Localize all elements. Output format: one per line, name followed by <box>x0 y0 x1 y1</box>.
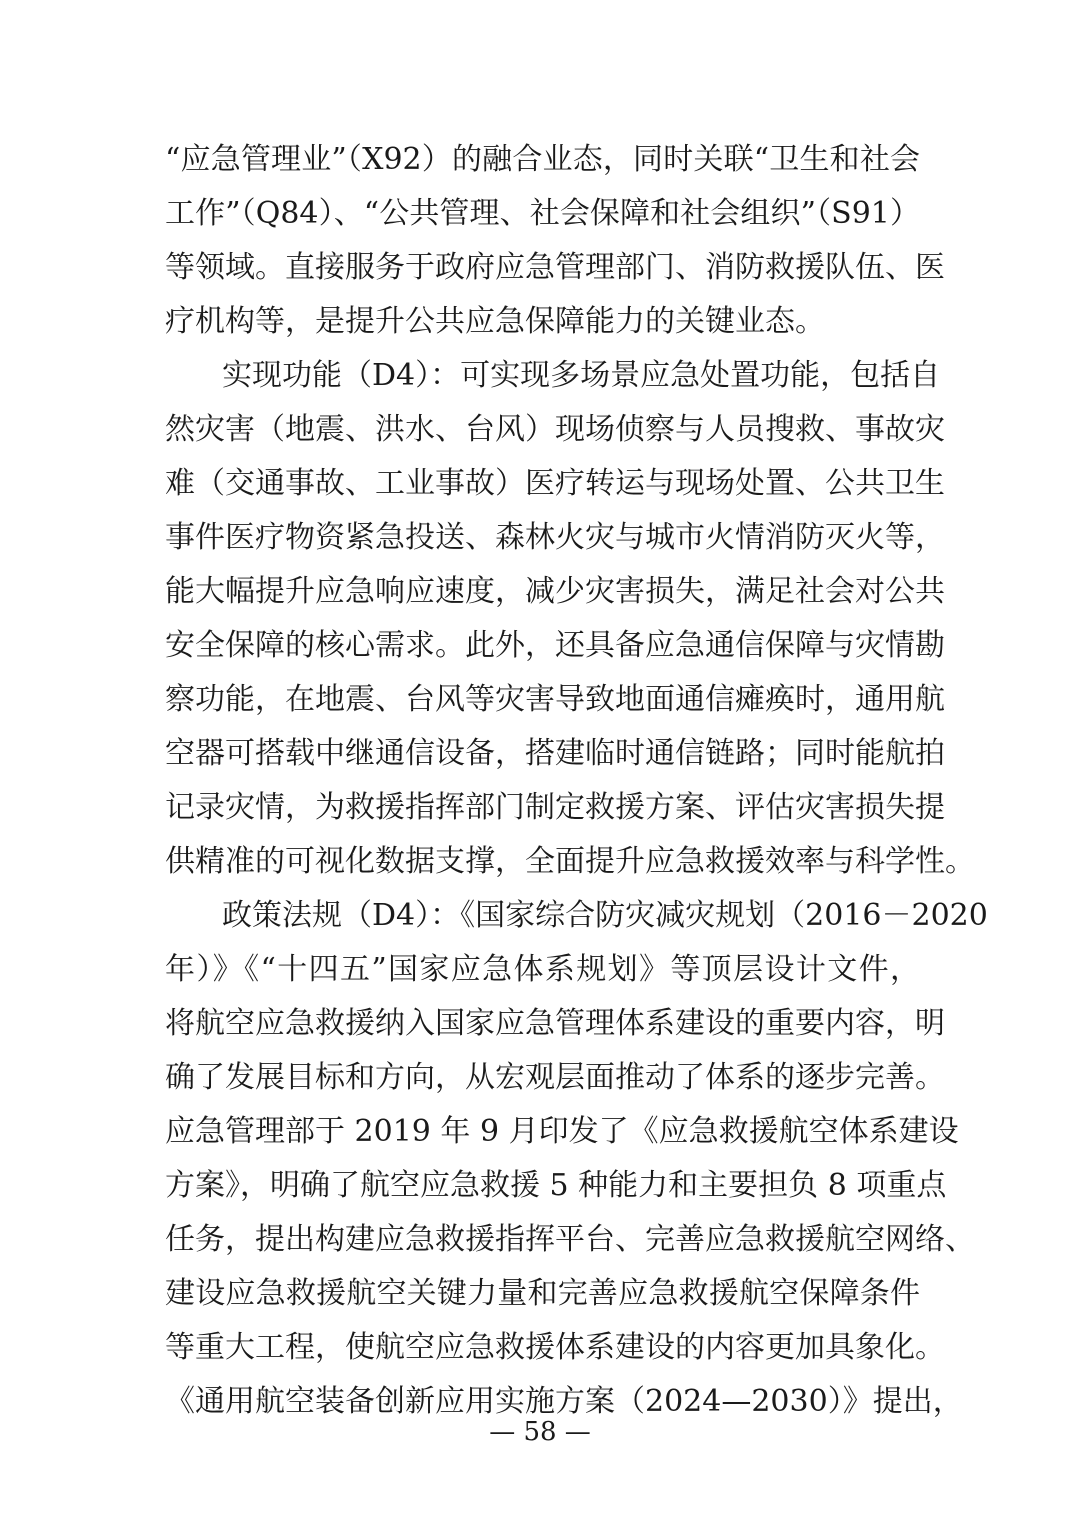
text-line: 能大幅提升应急响应速度，减少灾害损失，满足社会对公共 <box>165 574 945 609</box>
text-line: 难（交通事故、工业事故）医疗转运与现场处置、公共卫生 <box>165 466 945 501</box>
text-line: 政策法规（D4）：《国家综合防灾减灾规划（2016－2020 <box>222 898 988 933</box>
text-line: 等重大工程，使航空应急救援体系建设的内容更加具象化。 <box>165 1330 945 1365</box>
text-line: 应急管理部于 2019 年 9 月印发了《应急救援航空体系建设 <box>165 1114 959 1149</box>
text-line: 记录灾情，为救援指挥部门制定救援方案、评估灾害损失提 <box>165 790 945 825</box>
text-line: 等领域。直接服务于政府应急管理部门、消防救援队伍、医 <box>165 250 945 285</box>
text-line: 工作”（Q84）、“公共管理、社会保障和社会组织”（S91） <box>165 196 920 231</box>
text-line: 供精准的可视化数据支撑，全面提升应急救援效率与科学性。 <box>165 844 975 879</box>
page-number: — 58 — <box>489 1417 591 1447</box>
text-line: 实现功能（D4）：可实现多场景应急处置功能，包括自 <box>222 358 941 393</box>
text-line: “应急管理业”（X92）的融合业态，同时关联“卫生和社会 <box>165 142 920 177</box>
text-line: 年）》《“十四五”国家应急体系规划》等顶层设计文件， <box>165 952 920 987</box>
text-line: 察功能，在地震、台风等灾害导致地面通信瘫痪时，通用航 <box>165 682 945 717</box>
text-line: 方案》，明确了航空应急救援 5 种能力和主要担负 8 项重点 <box>165 1168 947 1203</box>
text-line: 空器可搭载中继通信设备，搭建临时通信链路；同时能航拍 <box>165 736 945 771</box>
text-line: 将航空应急救援纳入国家应急管理体系建设的重要内容，明 <box>165 1006 945 1041</box>
text-line: 任务，提出构建应急救援指挥平台、完善应急救援航空网络、 <box>165 1222 975 1257</box>
text-line: 然灾害（地震、洪水、台风）现场侦察与人员搜救、事故灾 <box>165 412 945 447</box>
text-line: 疗机构等，是提升公共应急保障能力的关键业态。 <box>165 304 825 339</box>
text-line: 建设应急救援航空关键力量和完善应急救援航空保障条件 <box>165 1276 920 1311</box>
text-line: 安全保障的核心需求。此外，还具备应急通信保障与灾情勘 <box>165 628 945 663</box>
text-line: 事件医疗物资紧急投送、森林火灾与城市火情消防灭火等， <box>165 520 945 555</box>
text-line: 《通用航空装备创新应用实施方案（2024—2030）》提出， <box>165 1384 963 1419</box>
text-line: 确了发展目标和方向，从宏观层面推动了体系的逐步完善。 <box>165 1060 945 1095</box>
